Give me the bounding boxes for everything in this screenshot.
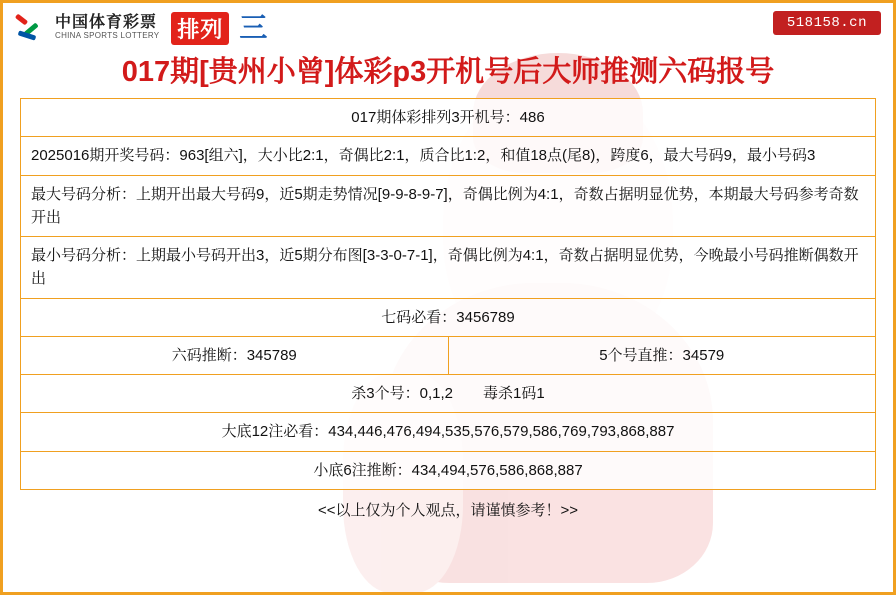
table-row bbox=[21, 237, 876, 299]
table-row bbox=[21, 451, 876, 489]
sports-lottery-logo-icon bbox=[13, 11, 47, 45]
big-base-cell: 大底12注必看：434,446,476,494,535,576,579,586,769,793,868,887 bbox=[21, 413, 876, 451]
table-row bbox=[21, 137, 876, 175]
brand-three-label: 三 bbox=[239, 12, 268, 43]
table-row bbox=[21, 175, 876, 237]
seven-code-cell: 七码必看：3456789 bbox=[21, 298, 876, 336]
brand-pailie-label: 排列 bbox=[171, 12, 229, 45]
kill-codes-cell: 杀3个号：0,1,2 毒杀1码1 bbox=[21, 375, 876, 413]
six-code-cell: 六码推断：345789 bbox=[21, 336, 449, 374]
table-row bbox=[21, 336, 876, 374]
page-header bbox=[3, 3, 893, 47]
machine-number-cell: 017期体彩排列3开机号：486 bbox=[21, 99, 876, 137]
table-row bbox=[21, 413, 876, 451]
five-direct-cell: 5个号直推：34579 bbox=[448, 336, 876, 374]
draw-result-cell: 2025016期开奖号码：963[组六]，大小比2:1，奇偶比2:1，质合比1:2，和值18点(尾8)，跨度6，最大号码9，最小号码3 bbox=[21, 137, 876, 175]
site-badge: 518158.cn bbox=[773, 11, 881, 35]
table-row bbox=[21, 99, 876, 137]
small-base-cell: 小底6注推断：434,494,576,586,868,887 bbox=[21, 451, 876, 489]
brand-logo bbox=[13, 9, 883, 47]
logo-english-name: CHINA SPORTS LOTTERY bbox=[55, 31, 160, 41]
prediction-table bbox=[20, 98, 876, 490]
disclaimer-note: <<以上仅为个人观点，请谨慎参考！>> bbox=[317, 501, 579, 519]
table-row bbox=[21, 298, 876, 336]
min-number-analysis-cell: 最小号码分析：上期最小号码开出3，近5期分布图[3-3-0-7-1]，奇偶比例为4:1，奇数占据明显优势，今晚最小号码推断偶数开出 bbox=[21, 237, 876, 299]
page-title: 017期[贵州小曾]体彩p3开机号后大师推测六码报号 bbox=[121, 56, 775, 88]
max-number-analysis-cell: 最大号码分析：上期开出最大号码9，近5期走势情况[9-9-8-9-7]，奇偶比例为4:1，奇数占据明显优势，本期最大号码参考奇数开出 bbox=[21, 175, 876, 237]
logo-chinese-name: 中国体育彩票 bbox=[55, 14, 158, 32]
table-row bbox=[21, 375, 876, 413]
